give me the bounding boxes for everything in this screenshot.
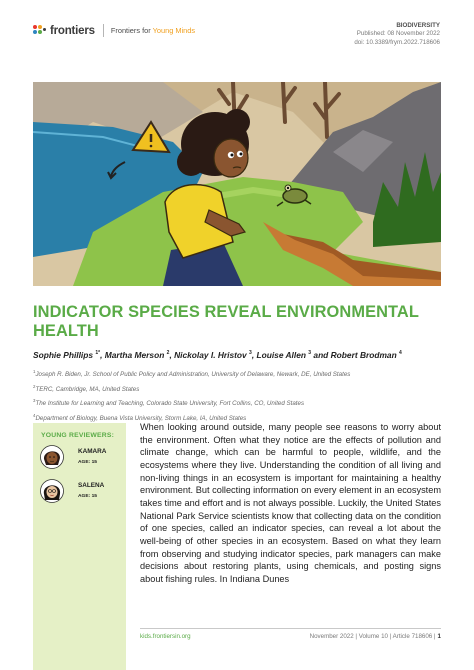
issue-info xyxy=(310,633,441,640)
author-affiliation-mark: 2 xyxy=(166,350,170,357)
frontiers-logo[interactable] xyxy=(33,24,195,37)
page-footer xyxy=(140,628,441,640)
salena-avatar-icon xyxy=(40,479,64,503)
issue-text: November 2022 | Volume 10 | Article 718606 | xyxy=(309,633,436,640)
young-reviewers-panel xyxy=(33,423,126,670)
hero-illustration xyxy=(33,82,441,286)
affiliation-mark: 1 xyxy=(33,369,36,374)
brand-name: frontiers xyxy=(50,24,95,37)
affiliation-item xyxy=(33,395,443,410)
author-name: Martha Merson xyxy=(104,350,165,360)
journal-accent: Young Minds xyxy=(152,26,196,35)
article-body: When looking around outside, many people see reasons to worry about the environment. Often what they notice are the effects of pollution and climate change, which can be harmful to people, wildlife, and the ecosystems where they live. Understanding the condition of all living and non-living things in an ecosystem is important for maintaining a healthy environment. But collecting information on every element in an ecosystem takes time and effort and is not always possible. Luckily, the United States National Park Service scientists know that collecting data on the condition of one species, called an indicator species, can reveal a lot about the well-being of other species in an ecosystem. Based on what they learn from observing and studying indicator species, park managers can make decisions about restoring plants, using chemicals, and posting signs about fishing rules. In Indiana Dunes xyxy=(140,422,441,584)
frontiers-dots-icon xyxy=(33,25,47,37)
article-title: INDICATOR SPECIES REVEAL ENVIRONMENTAL HEALTH xyxy=(33,303,419,340)
author-affiliation-mark: 1* xyxy=(95,350,101,357)
published-date: Published: 08 November 2022 xyxy=(356,30,440,38)
affiliation-text: Joseph R. Biden, Jr. School of Public Policy and Administration, University of Delaware, Newark, DE, United States xyxy=(35,371,351,379)
article-meta xyxy=(354,22,440,47)
site-link[interactable]: kids.frontiersin.org xyxy=(140,633,191,640)
reviewer-age: AGE: 15 xyxy=(78,494,98,499)
reviewer-card xyxy=(40,479,120,507)
affiliation-text: TERC, Cambridge, MA, United States xyxy=(35,385,140,393)
affiliation-mark: 3 xyxy=(33,398,36,404)
category-label: BIODIVERSITY xyxy=(396,22,440,29)
reviewer-name: KAMARA xyxy=(78,448,107,455)
reviewer-name: SALENA xyxy=(78,482,105,489)
logo-divider xyxy=(103,24,104,37)
journal-name xyxy=(111,26,195,35)
page-number: 1 xyxy=(437,633,441,640)
author-list: Sophie Phillips $^{1*}$, Martha Merson $^2$, Nickolay I. Hristov $^3$, Louise Allen $^3$ and Robert Brodman $^4$ xyxy=(33,350,402,360)
kamara-avatar-icon xyxy=(40,445,64,469)
affiliation-text: The Institute for Learning and Teaching, Colorado State University, Fort Collins, CO, United States xyxy=(35,400,305,408)
affiliation-mark: 2 xyxy=(33,383,36,389)
reviewer-age: AGE: 15 xyxy=(78,460,98,465)
author-name: Sophie Phillips xyxy=(33,350,94,360)
affiliations xyxy=(33,366,443,425)
author-name: Nickolay I. Hristov xyxy=(174,350,247,360)
author-affiliation-mark: 3 xyxy=(249,350,252,357)
author-name: Louise Allen xyxy=(256,350,306,360)
doi-link[interactable]: doi: 10.3389/frym.2022.718606 xyxy=(354,38,440,46)
journal-prefix: Frontiers for xyxy=(110,26,153,35)
author-affiliation-mark: 4 xyxy=(399,350,402,357)
affiliation-item xyxy=(33,366,443,381)
author-affiliation-mark: 3 xyxy=(308,350,312,357)
author-name: Robert Brodman xyxy=(330,350,397,360)
affiliation-mark: 4 xyxy=(33,412,36,418)
affiliation-item xyxy=(33,381,443,396)
affiliation-text: Department of Biology, Buena Vista University, Storm Lake, IA, United States xyxy=(35,415,247,423)
page-header xyxy=(0,0,474,70)
reviewers-heading: YOUNG REVIEWERS: xyxy=(41,432,115,439)
reviewer-card xyxy=(40,445,120,473)
